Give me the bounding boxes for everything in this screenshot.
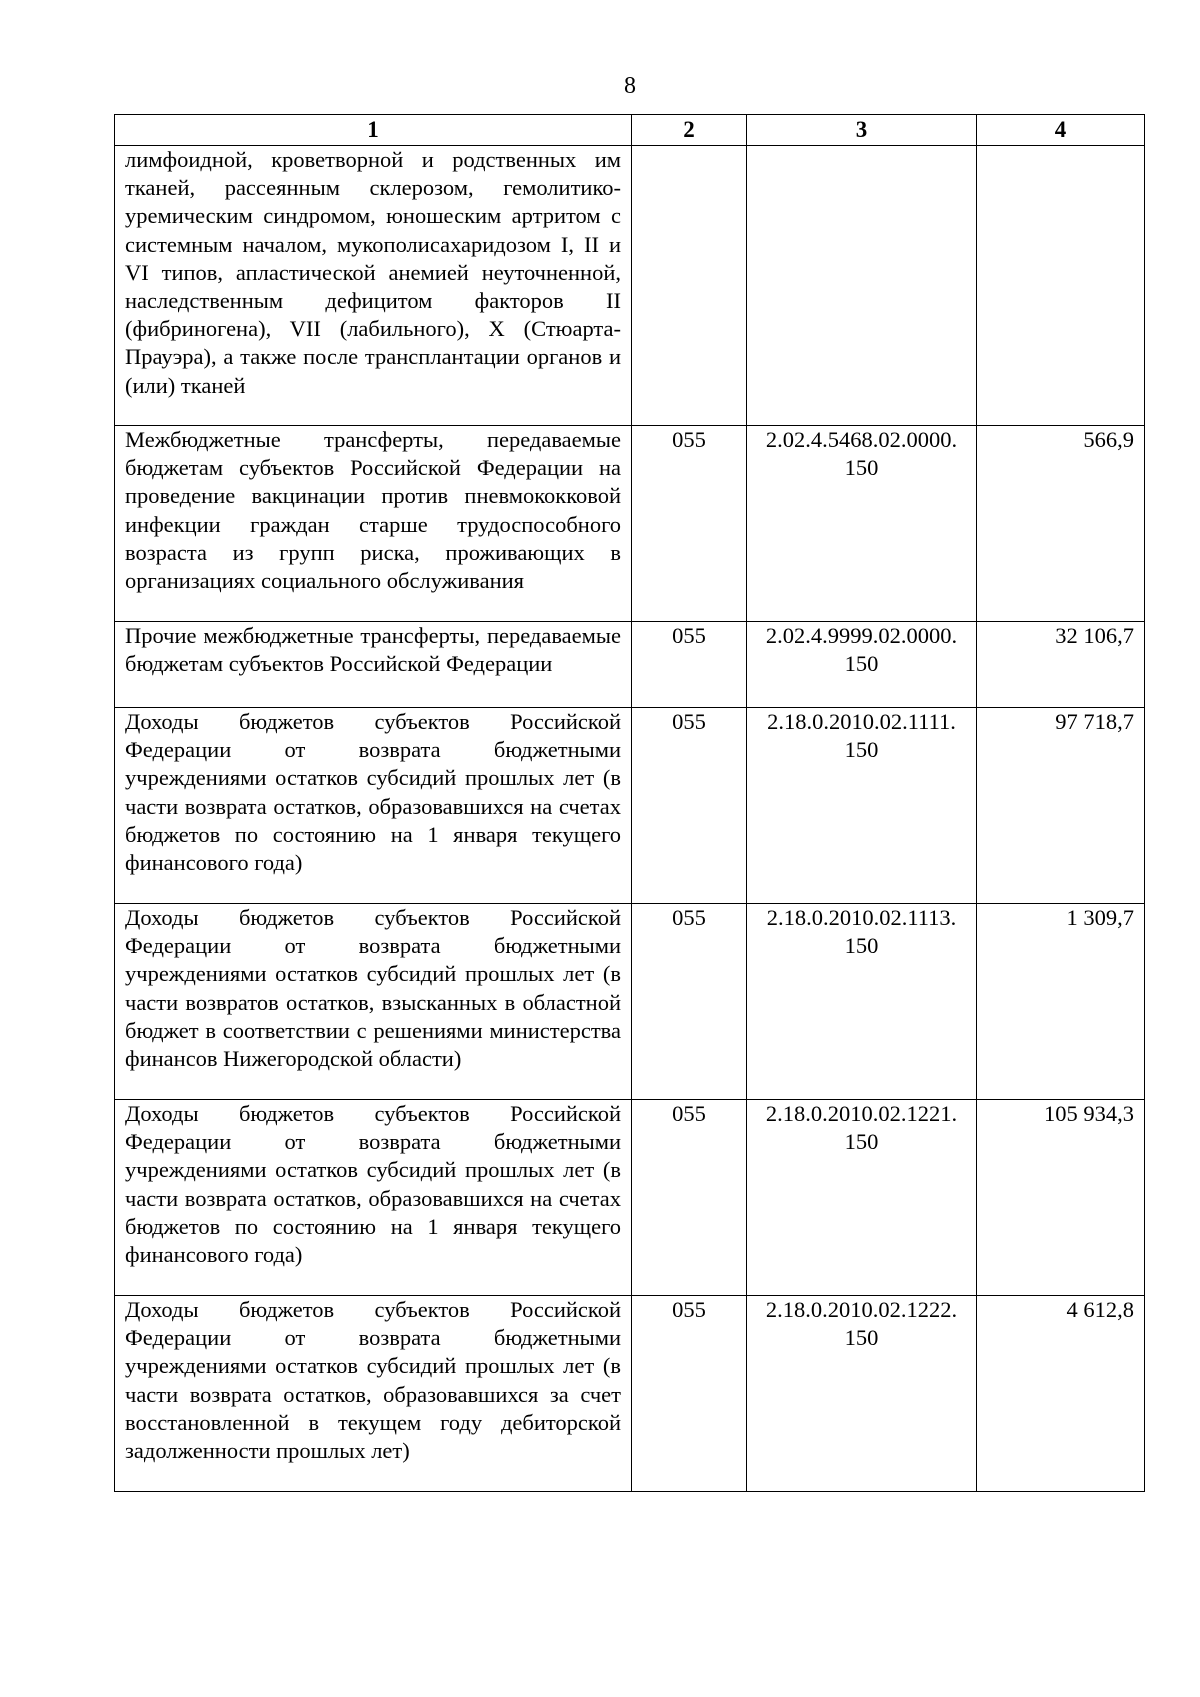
- row-description: Прочие межбюджетные трансферты, передаваемые бюджетам субъектов Российской Федерации: [115, 622, 632, 708]
- row-description: Доходы бюджетов субъектов Российской Федерации от возврата бюджетными учреждениями остатков субсидий прошлых лет (в части возврата остатков, образовавшихся на счетах бюджетов по состоянию на 1 января текущего финансового года): [115, 1100, 632, 1296]
- row-description: Доходы бюджетов субъектов Российской Федерации от возврата бюджетными учреждениями остатков субсидий прошлых лет (в части возврата остатков, образовавшихся на счетах бюджетов по состоянию на 1 января текущего финансового года): [115, 708, 632, 904]
- kbk-code-line-1: 2.18.0.2010.02.1113.: [766, 905, 957, 930]
- row-kbk-code: [747, 146, 977, 426]
- row-amount: 105 934,3: [977, 1100, 1145, 1296]
- column-header-2: 2: [632, 115, 747, 146]
- kbk-code-line-1: 2.02.4.5468.02.0000.: [765, 427, 958, 452]
- row-amount: 1 309,7: [977, 904, 1145, 1100]
- row-admin-code: 055: [632, 426, 747, 622]
- table-row: [115, 146, 1145, 426]
- kbk-code-line-1: 2.18.0.2010.02.1221.: [765, 1101, 958, 1126]
- row-description: Доходы бюджетов субъектов Российской Федерации от возврата бюджетными учреждениями остатков субсидий прошлых лет (в части возврата остатков, образовавшихся за счет восстановленной в текущем году дебиторской задолженности прошлых лет): [115, 1296, 632, 1492]
- column-header-4: 4: [977, 115, 1145, 146]
- kbk-code-line-2: 150: [844, 737, 879, 763]
- row-admin-code: 055: [632, 1100, 747, 1296]
- kbk-code-line-1: 2.18.0.2010.02.1111.: [767, 709, 956, 734]
- row-kbk-code: [747, 622, 977, 708]
- kbk-code-line-2: 150: [844, 455, 879, 481]
- table-row: [115, 1100, 1145, 1296]
- row-admin-code: 055: [632, 622, 747, 708]
- table-row: [115, 1296, 1145, 1492]
- page-number: 8: [624, 73, 636, 99]
- kbk-code-line-1: 2.18.0.2010.02.1222.: [765, 1297, 958, 1322]
- table-row: [115, 708, 1145, 904]
- row-admin-code: 055: [632, 1296, 747, 1492]
- row-kbk-code: [747, 904, 977, 1100]
- row-amount: 97 718,7: [977, 708, 1145, 904]
- row-admin-code: [632, 146, 747, 426]
- row-kbk-code: [747, 1100, 977, 1296]
- kbk-code-line-2: 150: [844, 1129, 879, 1155]
- row-kbk-code: [747, 426, 977, 622]
- kbk-code-line-2: 150: [844, 1325, 879, 1351]
- budget-revenue-table: [114, 114, 1145, 1492]
- kbk-code-line-2: 150: [844, 651, 879, 677]
- row-description: Межбюджетные трансферты, передаваемые бюджетам субъектов Российской Федерации на проведение вакцинации против пневмококковой инфекции граждан старше трудоспособного возраста из групп риска, проживающих в организациях социального обслуживания: [115, 426, 632, 622]
- row-admin-code: 055: [632, 904, 747, 1100]
- row-amount: [977, 146, 1145, 426]
- column-header-1: 1: [115, 115, 632, 146]
- table-row: [115, 622, 1145, 708]
- table-row: [115, 904, 1145, 1100]
- table-header-row: [115, 115, 1145, 146]
- kbk-code-line-1: 2.02.4.9999.02.0000.: [765, 623, 958, 648]
- row-description: Доходы бюджетов субъектов Российской Федерации от возврата бюджетными учреждениями остатков субсидий прошлых лет (в части возвратов остатков, взысканных в областной бюджет в соответствии с решениями министерства финансов Нижегородской области): [115, 904, 632, 1100]
- row-description: лимфоидной, кроветворной и родственных им тканей, рассеянным склерозом, гемолитико-уремическим синдромом, юношеским артритом с системным началом, мукополисахаридозом I, II и VI типов, апластической анемией неуточненной, наследственным дефицитом факторов II (фибриногена), VII (лабильного), X (Стюарта-Прауэра), а также после трансплантации органов и (или) тканей: [115, 146, 632, 426]
- row-amount: 4 612,8: [977, 1296, 1145, 1492]
- row-admin-code: 055: [632, 708, 747, 904]
- row-amount: 566,9: [977, 426, 1145, 622]
- row-kbk-code: [747, 1296, 977, 1492]
- column-header-3: 3: [747, 115, 977, 146]
- row-amount: 32 106,7: [977, 622, 1145, 708]
- kbk-code-line-2: 150: [844, 933, 879, 959]
- table-row: [115, 426, 1145, 622]
- row-kbk-code: [747, 708, 977, 904]
